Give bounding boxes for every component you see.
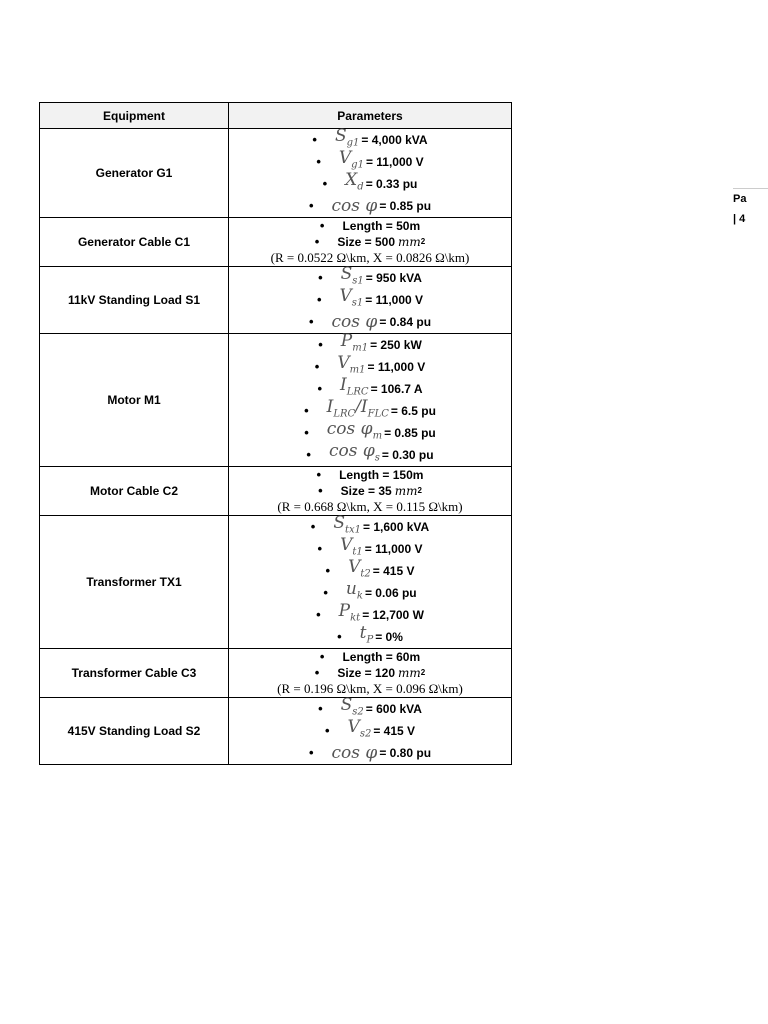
parameters-cell xyxy=(229,126,512,218)
parameter-item xyxy=(229,234,511,250)
symbol-letter: u xyxy=(345,579,357,600)
parameter-item xyxy=(229,218,511,234)
symbol-letter: S xyxy=(340,264,353,285)
cable-impedance-note: (R = 0.0522 Ω\km, X = 0.0826 Ω\km) xyxy=(270,250,470,265)
unit-exponent: 2 xyxy=(420,237,426,246)
bullet-icon: • xyxy=(337,629,342,644)
parameter-item xyxy=(229,467,511,483)
parameter-item xyxy=(229,170,511,195)
bullet-icon: • xyxy=(316,467,322,482)
bullet-icon: • xyxy=(322,176,328,191)
parameter-value: = 11,000 V xyxy=(364,542,423,556)
parameter-value: Size = 120 xyxy=(337,666,396,680)
parameter-item xyxy=(229,557,511,582)
bullet-icon: • xyxy=(312,132,317,147)
parameter-item xyxy=(229,264,511,289)
bullet-icon: • xyxy=(304,425,309,440)
unit-exponent: 2 xyxy=(420,668,426,677)
table-row xyxy=(40,334,512,467)
parameter-symbol xyxy=(331,312,378,332)
parameters-cell xyxy=(229,331,512,467)
symbol-letter: cos φ xyxy=(331,743,378,763)
parameter-symbol xyxy=(331,196,378,216)
bullet-icon: • xyxy=(316,154,321,169)
equipment-name: Generator Cable C1 xyxy=(40,218,229,267)
symbol-letter: X xyxy=(345,170,358,191)
symbol-subscript: s2 xyxy=(352,706,364,718)
parameter-value: = 0.06 pu xyxy=(364,586,417,600)
parameters-cell xyxy=(229,218,512,267)
bullet-icon: • xyxy=(323,585,328,600)
bullet-icon: • xyxy=(317,381,323,396)
symbol-subscript: P xyxy=(366,634,374,646)
parameter-value: = 11,000 V xyxy=(365,293,424,307)
parameter-value: = 0.33 pu xyxy=(365,177,418,191)
parameter-symbol xyxy=(359,623,374,647)
parameter-item xyxy=(229,483,511,499)
parameter-value: = 106.7 A xyxy=(370,382,423,396)
table-row xyxy=(40,516,512,649)
page-label-line2: | 4 xyxy=(733,213,746,225)
symbol-subscript: s xyxy=(374,452,380,464)
symbol-letter: cos φ xyxy=(328,441,375,462)
parameter-value: = 950 kVA xyxy=(365,271,422,285)
symbol-letter: cos φ xyxy=(326,419,373,440)
parameter-value: = 0% xyxy=(375,630,403,644)
table-row xyxy=(40,218,512,267)
parameter-value: = 0.85 pu xyxy=(379,199,432,213)
parameter-value: = 11,000 V xyxy=(365,155,424,169)
parameter-item xyxy=(229,195,511,217)
parameters-cell xyxy=(229,649,512,698)
table-row xyxy=(40,649,512,698)
symbol-letter: V xyxy=(348,557,361,578)
symbol-subscript: m1 xyxy=(349,364,366,376)
bullet-icon: • xyxy=(318,270,323,285)
bullet-icon: • xyxy=(325,563,331,578)
parameter-item xyxy=(229,742,511,764)
symbol-letter: I xyxy=(340,375,347,396)
parameters-cell xyxy=(229,695,512,765)
bullet-icon: • xyxy=(314,665,320,680)
parameter-unit: mm xyxy=(398,666,421,680)
parameters-cell xyxy=(229,513,512,649)
symbol-letter: t xyxy=(359,623,367,644)
parameter-value: = 11,000 V xyxy=(367,360,426,374)
parameter-value: = 12,700 W xyxy=(362,608,424,622)
symbol-letter: S xyxy=(340,695,353,716)
table-row xyxy=(40,129,512,218)
bullet-icon: • xyxy=(318,337,323,352)
parameter-value: = 0.85 pu xyxy=(384,426,436,440)
symbol-letter: P xyxy=(340,331,353,352)
parameter-symbol xyxy=(328,441,380,465)
symbol-letter: cos φ xyxy=(331,312,378,332)
symbol-letter: I xyxy=(326,397,334,418)
symbol-letter: V xyxy=(338,148,352,169)
parameter-value: = 415 V xyxy=(372,564,415,578)
parameter-item xyxy=(229,375,511,400)
symbol-subscript: t1 xyxy=(352,546,363,558)
bullet-icon: • xyxy=(310,519,316,534)
parameter-item xyxy=(229,695,511,720)
table-row xyxy=(40,267,512,334)
bullet-icon: • xyxy=(324,723,330,738)
header-parameters: Parameters xyxy=(229,103,512,129)
parameter-item xyxy=(229,148,511,173)
parameter-value: Size = 500 xyxy=(337,235,396,249)
parameter-value: = 0.84 pu xyxy=(379,315,432,329)
parameter-symbol xyxy=(339,286,364,310)
parameter-value: = 600 kVA xyxy=(365,702,422,716)
cable-impedance-note: (R = 0.668 Ω\km, X = 0.115 Ω\km) xyxy=(277,499,463,514)
symbol-letter: P xyxy=(338,601,351,622)
bullet-icon: • xyxy=(318,483,323,498)
page-number-label xyxy=(733,188,768,229)
bullet-icon: • xyxy=(304,403,309,418)
symbol-letter: V xyxy=(337,353,350,374)
symbol-letter: V xyxy=(347,717,360,738)
parameter-item xyxy=(229,353,511,378)
parameter-item xyxy=(229,513,511,538)
symbol-letter: cos φ xyxy=(331,196,378,216)
parameter-item xyxy=(229,311,511,333)
parameter-item xyxy=(229,535,511,560)
bullet-icon: • xyxy=(306,447,311,462)
parameter-item xyxy=(229,665,511,681)
parameter-item xyxy=(229,579,511,604)
bullet-icon: • xyxy=(308,745,314,760)
symbol-subscript: t2 xyxy=(360,568,371,580)
parameter-symbol xyxy=(345,170,364,194)
bullet-icon: • xyxy=(316,607,321,622)
page-label-line1: Pa xyxy=(733,193,747,205)
symbol-subscript: d xyxy=(357,181,364,193)
header-equipment: Equipment xyxy=(40,103,229,129)
symbol-subscript: s1 xyxy=(352,275,364,287)
symbol-letter: V xyxy=(339,286,352,307)
parameter-value: Size = 35 xyxy=(340,484,392,498)
parameter-value: = 0.30 pu xyxy=(381,448,434,462)
table-body xyxy=(40,126,512,765)
parameter-value: = 0.80 pu xyxy=(379,746,432,760)
symbol-letter: V xyxy=(340,535,353,556)
symbol-subscript: tx1 xyxy=(345,524,362,536)
parameter-value: = 4,000 kVA xyxy=(361,133,428,147)
symbol-subscript: g1 xyxy=(351,159,364,171)
equipment-name: Motor Cable C2 xyxy=(40,467,229,516)
symbol-subscript: k xyxy=(356,590,363,602)
symbol-subscript: kt xyxy=(350,612,361,624)
symbol-subscript: s1 xyxy=(351,297,364,309)
equipment-name: Transformer Cable C3 xyxy=(40,649,229,698)
bullet-icon: • xyxy=(314,359,320,374)
parameter-unit: mm xyxy=(394,484,418,498)
symbol-subscript: m1 xyxy=(352,342,369,354)
parameter-value: = 6.5 pu xyxy=(390,404,436,418)
symbol-subscript: LRC xyxy=(346,386,369,398)
parameter-item xyxy=(229,601,511,626)
parameter-item xyxy=(229,126,511,151)
table-row xyxy=(40,467,512,516)
parameter-value: = 1,600 kVA xyxy=(363,520,430,534)
equipment-name: Generator G1 xyxy=(40,129,229,218)
parameter-item xyxy=(229,649,511,665)
parameters-cell xyxy=(229,264,512,334)
equipment-name: 11kV Standing Load S1 xyxy=(40,267,229,334)
bullet-icon: • xyxy=(314,234,320,249)
table-header-row xyxy=(40,103,512,129)
parameter-unit: mm xyxy=(398,235,421,249)
parameter-item xyxy=(229,286,511,311)
parameter-item xyxy=(229,717,511,742)
symbol-subscript: FLC xyxy=(367,408,389,420)
parameter-symbol xyxy=(331,743,378,763)
parameter-item xyxy=(229,623,511,648)
bullet-icon: • xyxy=(308,314,314,329)
symbol-letter: /I xyxy=(355,397,368,418)
bullet-icon: • xyxy=(319,649,325,664)
cable-impedance-note: (R = 0.196 Ω\km, X = 0.096 Ω\km) xyxy=(277,681,463,696)
equipment-name: Motor M1 xyxy=(40,334,229,467)
symbol-subscript: g1 xyxy=(346,137,360,149)
bullet-icon: • xyxy=(319,218,325,233)
equipment-parameters-table xyxy=(39,102,512,765)
parameter-symbol xyxy=(338,601,361,625)
parameter-value: Length = 150m xyxy=(339,468,424,482)
parameter-value: = 250 kW xyxy=(370,338,422,352)
bullet-icon: • xyxy=(318,701,323,716)
unit-exponent: 2 xyxy=(417,486,422,495)
bullet-icon: • xyxy=(317,541,323,556)
parameter-value: Length = 50m xyxy=(342,219,421,233)
table-row xyxy=(40,698,512,765)
parameter-item xyxy=(229,441,511,466)
symbol-subscript: s2 xyxy=(359,728,372,740)
bullet-icon: • xyxy=(316,292,322,307)
parameters-cell xyxy=(229,467,512,516)
parameter-value: = 415 V xyxy=(373,724,416,738)
symbol-subscript: LRC xyxy=(333,408,356,420)
parameter-value: Length = 60m xyxy=(342,650,421,664)
parameter-item xyxy=(229,331,511,356)
symbol-letter: S xyxy=(333,513,345,534)
symbol-subscript: m xyxy=(372,430,383,442)
equipment-name: 415V Standing Load S2 xyxy=(40,698,229,765)
bullet-icon: • xyxy=(308,198,314,213)
symbol-letter: S xyxy=(334,126,347,147)
parameter-symbol xyxy=(347,717,372,741)
equipment-name: Transformer TX1 xyxy=(40,516,229,649)
